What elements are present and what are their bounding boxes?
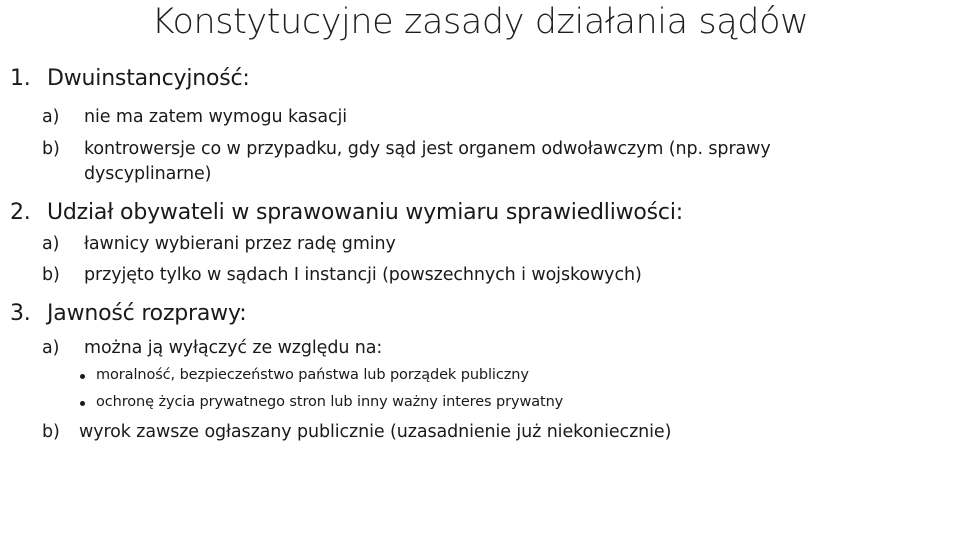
item-marker: a)	[42, 107, 60, 127]
slide-title: Konstytucyjne zasady działania sądów	[151, 2, 809, 42]
section-number: 2.	[10, 200, 31, 225]
item-text-continuation: dyscyplinarne)	[84, 164, 212, 184]
item-text: wyrok zawsze ogłaszany publicznie (uzasadnienie już niekoniecznie)	[79, 422, 672, 442]
item-marker: b)	[42, 265, 60, 285]
item-marker: b)	[42, 139, 60, 159]
item-text: można ją wyłączyć ze względu na:	[84, 338, 383, 358]
section-heading: Jawność rozprawy:	[47, 301, 247, 326]
item-text: kontrowersje co w przypadku, gdy sąd jest organem odwoławczym (np. sprawy	[84, 139, 771, 159]
section-number: 3.	[10, 301, 31, 326]
item-marker: a)	[42, 234, 60, 254]
item-marker: a)	[42, 338, 60, 358]
bullet-text: moralność, bezpieczeństwo państwa lub porządek publiczny	[96, 367, 529, 383]
section-heading: Udział obywateli w sprawowaniu wymiaru sprawiedliwości:	[47, 200, 683, 225]
section-number: 1.	[10, 66, 31, 91]
item-text: przyjęto tylko w sądach I instancji (powszechnych i wojskowych)	[84, 265, 642, 285]
item-marker: b)	[42, 422, 60, 442]
bullet-icon	[80, 374, 85, 379]
item-text: nie ma zatem wymogu kasacji	[84, 107, 347, 127]
bullet-text: ochronę życia prywatnego stron lub inny ważny interes prywatny	[96, 394, 564, 410]
item-text: ławnicy wybierani przez radę gminy	[84, 234, 396, 254]
bullet-icon	[80, 401, 85, 406]
section-heading: Dwuinstancyjność:	[47, 66, 250, 91]
